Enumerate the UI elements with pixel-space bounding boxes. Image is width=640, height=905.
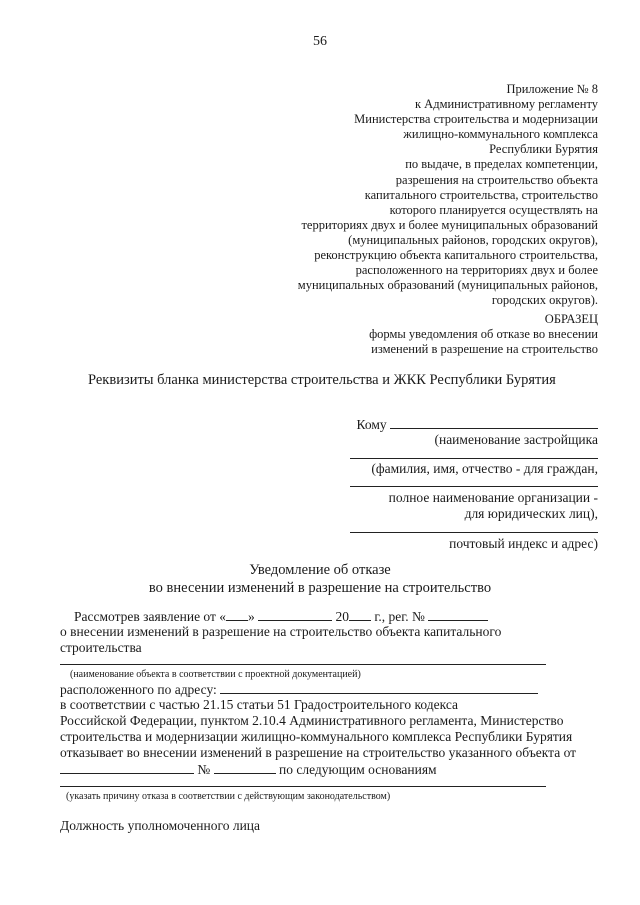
date-number-line [60, 761, 600, 778]
sample-label: ОБРАЗЕЦ [544, 312, 598, 326]
appendix-line: Республики Бурятия [489, 142, 598, 157]
notice-title-2: во внесении изменений в разрешение на строительство [148, 580, 492, 596]
reason-fill-line [60, 786, 546, 787]
day-fill [226, 608, 248, 621]
considered-line [74, 608, 614, 625]
appendix-line: разрешения на строительство объекта [395, 172, 598, 187]
recipient-line-3 [350, 486, 598, 487]
object-caption: (наименование объекта в соответствии с проектной документацией) [70, 669, 361, 680]
number-sign: № [197, 762, 211, 777]
official-position: Должность уполномоченного лица [60, 818, 261, 833]
about-line-2: строительства [60, 640, 142, 655]
appendix-line: которого планируется осуществлять на [389, 202, 598, 217]
citizens-caption: (фамилия, имя, отчество - для граждан, [371, 461, 598, 476]
ministry-line: строительства и модернизации жилищно-коммунального комплекса Республики Бурятия [60, 729, 573, 744]
sample-line-1: формы уведомления об отказе во внесении [369, 327, 598, 341]
appendix-line: реконструкцию объекта капитального строительства, [314, 248, 598, 263]
appendix-line: жилищно-коммунального комплекса [403, 127, 598, 142]
grounds-text: по следующим основаниям [279, 762, 437, 777]
considered-text: Рассмотрев заявление от « [74, 609, 227, 624]
to-label: Кому [356, 417, 387, 432]
accordance-line: в соответствии с частью 21.15 статьи 51 Градостроительного кодекса [60, 697, 459, 712]
reg-text: г., рег. № [374, 609, 425, 624]
to-fill-line [390, 416, 598, 429]
org-caption-2: для юридических лиц), [464, 506, 598, 521]
quote-close: » [248, 609, 255, 624]
notice-title-1: Уведомление об отказе [249, 562, 391, 578]
located-text: расположенного по адресу: [60, 682, 217, 697]
page-number: 56 [313, 34, 327, 49]
appendix-line: территориях двух и более муниципальных образований [301, 217, 598, 232]
appendix-line: муниципальных образований (муниципальных районов, [297, 278, 598, 293]
reg-fill [428, 608, 488, 621]
about-line-1: о внесении изменений в разрешение на строительство объекта капитального [60, 624, 502, 639]
appendix-line: городских округов). [491, 293, 598, 308]
year-prefix: 20 [335, 609, 350, 624]
appendix-line: капитального строительства, строительство [364, 187, 598, 202]
object-fill-line [60, 664, 546, 665]
appendix-line: (муниципальных районов, городских округов), [348, 232, 598, 247]
refuses-line: отказывает во внесении изменений в разрешение на строительство указанного объекта от [60, 745, 577, 760]
recipient-line-4 [350, 532, 598, 533]
address-fill [220, 681, 538, 694]
blank-requisites: Реквизиты бланка министерства строительства и ЖКК Республики Бурятия [88, 372, 556, 388]
address-line [60, 681, 600, 698]
appendix-line: по выдаче, в пределах компетенции, [405, 157, 598, 172]
appendix-header [268, 82, 598, 308]
reason-caption: (указать причину отказа в соответствии с действующим законодательством) [66, 791, 391, 802]
year-fill [349, 608, 371, 621]
appendix-line: к Административному регламенту [414, 97, 598, 112]
org-caption-1: полное наименование организации - [388, 490, 598, 505]
appendix-line: Приложение № 8 [506, 82, 598, 96]
recipient-line-2 [350, 458, 598, 459]
rf-line: Российской Федерации, пунктом 2.10.4 Административного регламента, Министерство [60, 713, 564, 728]
appendix-line: Министерства строительства и модернизации [354, 112, 598, 127]
date-fill [60, 761, 194, 774]
to-line [298, 416, 598, 433]
number-fill [214, 761, 276, 774]
appendix-line: расположенного на территориях двух и более [355, 263, 598, 278]
postal-caption: почтовый индекс и адрес) [449, 536, 598, 551]
developer-caption: (наименование застройщика [434, 432, 598, 447]
sample-block [268, 312, 598, 357]
month-fill [258, 608, 332, 621]
sample-line-2: изменений в разрешение на строительство [371, 342, 598, 356]
